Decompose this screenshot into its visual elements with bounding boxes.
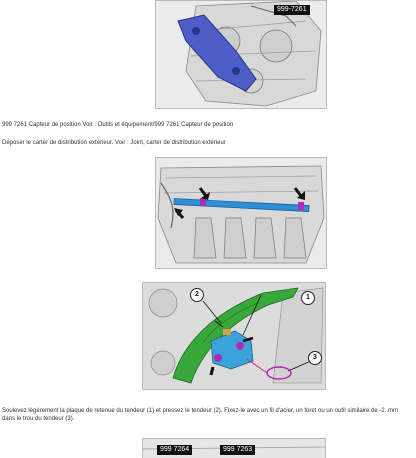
step-text-position-sensor: 999 7261 Capteur de position Voir : Outils et équipement/999 7261 Capteur de position	[2, 122, 234, 128]
engine-rail-illustration	[156, 158, 326, 268]
tool-tag-7263: 999 7263	[220, 445, 255, 455]
step-text-remove-cover: Déposer le carter de distribution extérieur. Voir : Joint, carter de distribution extérieur	[2, 140, 226, 146]
figure-tensioner	[142, 282, 326, 390]
step-text-tensioner: Soulevez légèrement la plaque de retenue du tendeur (1) et pressez le tendeur (2). Fixez-le avec un fil d'acier, un foret ou un outil similaire de -2. mm dans le trou du tendeur (3).	[2, 408, 399, 422]
figure-rail-tool	[155, 157, 327, 269]
figure-tools-bottom	[142, 438, 326, 458]
callout-2: 2	[190, 288, 204, 302]
tool-label-tag: 999-7261	[274, 5, 310, 15]
figure-position-tool	[155, 0, 327, 109]
tool-tag-7264: 999 7264	[157, 445, 192, 455]
callout-3: 3	[308, 351, 322, 365]
callout-1: 1	[301, 291, 315, 305]
tensioner-illustration	[143, 283, 325, 389]
engine-illustration	[156, 1, 326, 108]
